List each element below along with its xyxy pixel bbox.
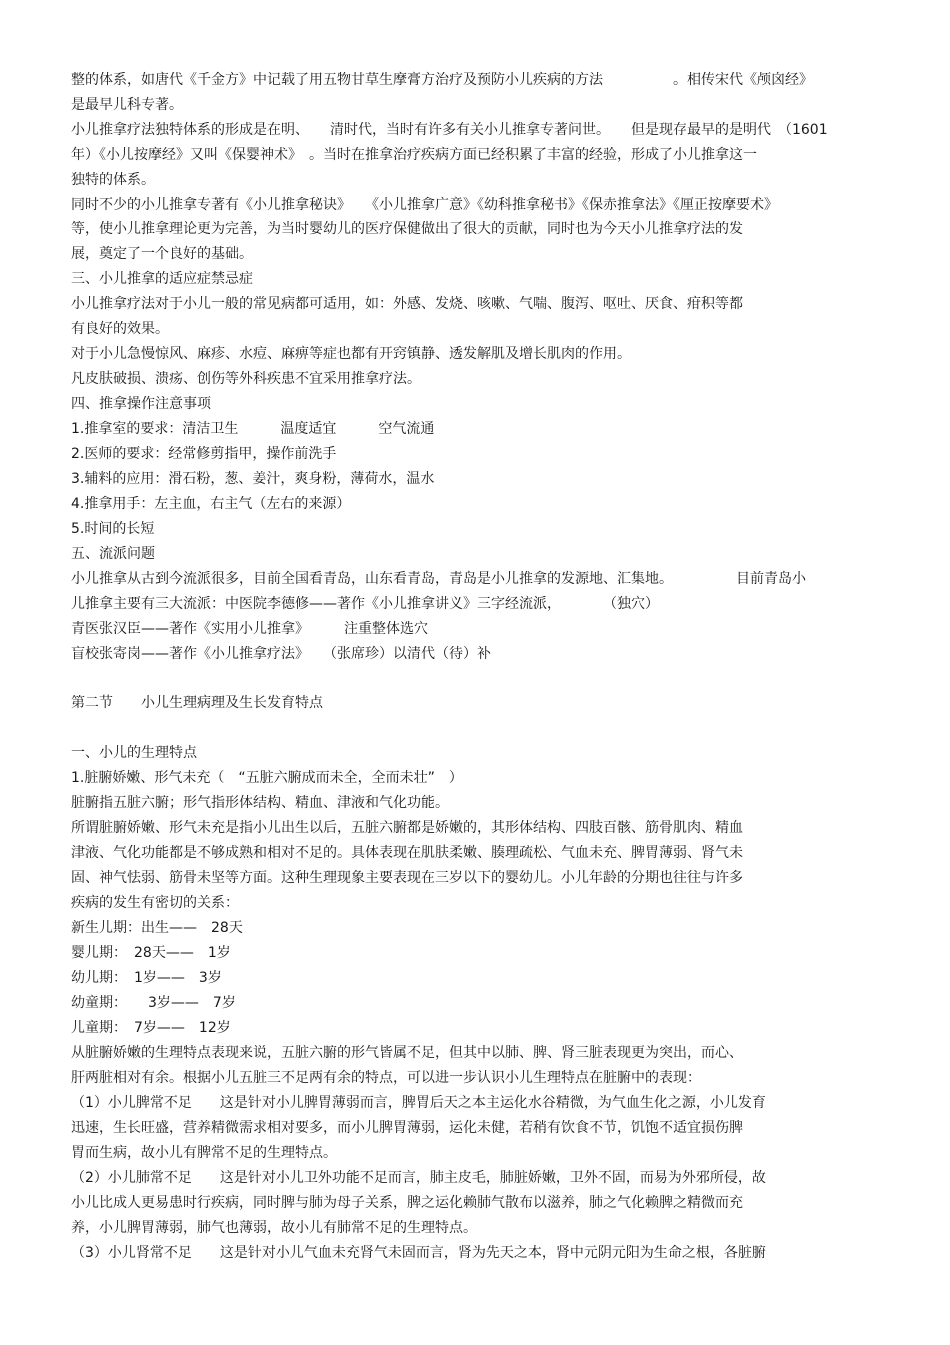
age-period-item: 幼儿期： 1岁—— 3岁 — [71, 970, 222, 986]
text-line: 青医张汉臣——著作《实用小儿推拿》 注重整体选穴 — [71, 621, 428, 637]
text-line: 小儿比成人更易患时行疾病，同时脾与肺为母子关系，脾之运化赖肺气散布以滋养，肺之气化赖脾之精微而充 — [71, 1195, 743, 1211]
text-line: 等，使小儿推拿理论更为完善，为当时婴幼儿的医疗保健做出了很大的贡献，同时也为今天小儿推拿疗法的发 — [71, 221, 743, 237]
text-line: 脏腑指五脏六腑；形气指形体结构、精血、津液和气化功能。 — [71, 795, 449, 811]
text-line: （1）小儿脾常不足 这是针对小儿脾胃薄弱而言，脾胃后天之本主运化水谷精微，为气血生化之源，小儿发育 — [71, 1095, 766, 1111]
text-line: 对于小儿急慢惊风、麻疹、水痘、麻痹等症也都有开窍镇静、透发解肌及增长肌肉的作用。 — [71, 346, 631, 362]
text-line: 展，奠定了一个良好的基础。 — [71, 246, 253, 262]
text-line: 儿推拿主要有三大流派：中医院李德修——著作《小儿推拿讲义》三字经流派， （独穴） — [71, 596, 659, 612]
text-line: 同时不少的小儿推拿专著有《小儿推拿秘诀》 《小儿推拿广意》《幼科推拿秘书》《保赤推拿法》《厘正按摩要术》 — [71, 197, 778, 213]
age-period-item: 新生儿期：出生—— 28天 — [71, 920, 243, 936]
text-line: 肝两脏相对有余。根据小儿五脏三不足两有余的特点，可以进一步认识小儿生理特点在脏腑中的表现： — [71, 1070, 701, 1086]
text-line: 所谓脏腑娇嫩、形气未充是指小儿出生以后，五脏六腑都是娇嫩的，其形体结构、四肢百骸、筋骨肌肉、精血 — [71, 820, 743, 836]
text-line: 年）《小儿按摩经》又叫《保婴神术》 。当时在推拿治疗疾病方面已经积累了丰富的经验，形成了小儿推拿这一 — [71, 147, 757, 163]
list-item: 3.辅料的应用：滑石粉，葱、姜汁，爽身粉，薄荷水，温水 — [71, 471, 435, 487]
list-item: 2.医师的要求：经常修剪指甲，操作前洗手 — [71, 446, 337, 462]
subsection-heading: 1.脏腑娇嫩、形气未充（ “五脏六腑成而未全，全而未壮” ） — [71, 770, 463, 786]
list-item: 1.推拿室的要求：清洁卫生 温度适宜 空气流通 — [71, 421, 435, 437]
text-line: 胃而生病，故小儿有脾常不足的生理特点。 — [71, 1145, 337, 1161]
text-line: 小儿推拿疗法独特体系的形成是在明、 清时代，当时有许多有关小儿推拿专著问世。 但是现存最早的是明代 （1601 — [71, 122, 828, 138]
text-line: 迅速，生长旺盛，营养精微需求相对要多，而小儿脾胃薄弱，运化未健，若稍有饮食不节，饥饱不适宜损伤脾 — [71, 1120, 743, 1136]
text-line: 整的体系，如唐代《千金方》中记载了用五物甘草生摩膏方治疗及预防小儿疾病的方法 。相传宋代《颅囟经》 — [71, 72, 813, 88]
age-period-item: 儿童期： 7岁—— 12岁 — [71, 1020, 231, 1036]
text-line: 小儿推拿从古到今流派很多，目前全国看青岛，山东看青岛，青岛是小儿推拿的发源地、汇集地。 目前青岛小 — [71, 571, 806, 587]
section-heading: 五、流派问题 — [71, 546, 155, 562]
text-line: 有良好的效果。 — [71, 321, 169, 337]
text-line: （3）小儿肾常不足 这是针对小儿气血未充肾气未固而言，肾为先天之本，肾中元阴元阳为生命之根，各脏腑 — [71, 1245, 766, 1261]
text-line: 凡皮肤破损、溃疡、创伤等外科疾患不宜采用推拿疗法。 — [71, 371, 421, 387]
age-period-item: 婴儿期： 28天—— 1岁 — [71, 945, 231, 961]
text-line: 固、神气怯弱、筋骨未坚等方面。这种生理现象主要表现在三岁以下的婴幼儿。小儿年龄的分期也往往与许多 — [71, 870, 743, 886]
section-heading: 一、小儿的生理特点 — [71, 745, 197, 761]
section-heading: 四、推拿操作注意事项 — [71, 396, 211, 412]
chapter-heading: 第二节 小儿生理病理及生长发育特点 — [71, 695, 323, 711]
text-line: 从脏腑娇嫩的生理特点表现来说，五脏六腑的形气皆属不足，但其中以肺、脾、肾三脏表现更为突出，而心、 — [71, 1045, 743, 1061]
text-line: 盲校张寄岗——著作《小儿推拿疗法》 （张席珍）以清代（待）补 — [71, 646, 491, 662]
text-line: 是最早儿科专著。 — [71, 97, 183, 113]
text-line: 养，小儿脾胃薄弱，肺气也薄弱，故小儿有肺常不足的生理特点。 — [71, 1220, 477, 1236]
text-line: 小儿推拿疗法对于小儿一般的常见病都可适用，如：外感、发烧、咳嗽、气喘、腹泻、呕吐、厌食、疳积等都 — [71, 296, 743, 312]
text-line: 独特的体系。 — [71, 172, 155, 188]
list-item: 4.推拿用手：左主血，右主气（左右的来源） — [71, 496, 351, 512]
list-item: 5.时间的长短 — [71, 521, 155, 537]
age-period-item: 幼童期： 3岁—— 7岁 — [71, 995, 236, 1011]
text-line: 津液、气化功能都是不够成熟和相对不足的。具体表现在肌肤柔嫩、腠理疏松、气血未充、脾胃薄弱、肾气未 — [71, 845, 743, 861]
section-heading: 三、小儿推拿的适应症禁忌症 — [71, 271, 253, 287]
text-line: （2）小儿肺常不足 这是针对小儿卫外功能不足而言，肺主皮毛，肺脏娇嫩，卫外不固，而易为外邪所侵，故 — [71, 1170, 766, 1186]
text-line: 疾病的发生有密切的关系： — [71, 895, 239, 911]
